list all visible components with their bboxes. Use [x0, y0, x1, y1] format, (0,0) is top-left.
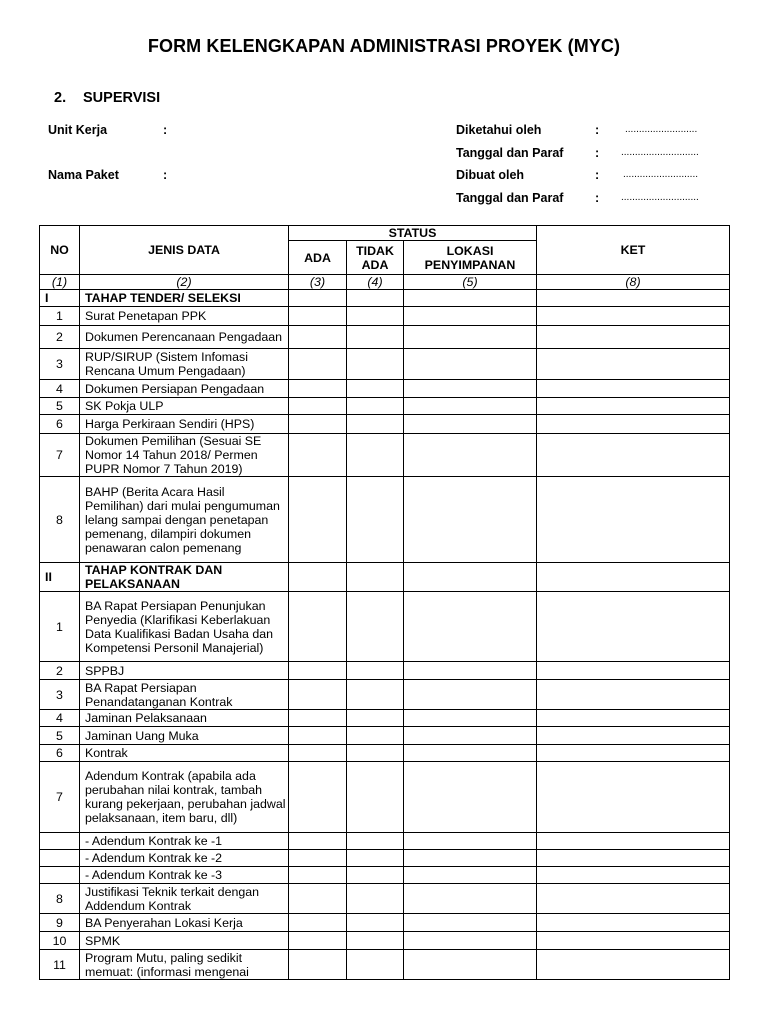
tanggal-paraf-2-colon: : [595, 191, 600, 205]
unit-kerja-label: Unit Kerja [48, 123, 108, 137]
col-header-lokasi: LOKASI PENYIMPANAN [404, 241, 537, 275]
lokasi-cell[interactable] [404, 710, 537, 727]
section-label: SUPERVISI [83, 90, 161, 106]
ada-cell[interactable] [289, 592, 347, 662]
ket-cell[interactable] [537, 415, 730, 434]
table-row [40, 477, 730, 563]
jenis-data-cell: Kontrak [80, 745, 289, 762]
ket-cell[interactable] [537, 762, 730, 833]
ada-cell[interactable] [289, 884, 347, 914]
lokasi-cell[interactable] [404, 563, 537, 592]
ada-cell[interactable] [289, 867, 347, 884]
jenis-data-cell: Adendum Kontrak (apabila ada perubahan nilai kontrak, tambah kurang pekerjaan, perubahan jadwal pelaksanaan, item baru, dll) [80, 762, 289, 833]
table-row [40, 884, 730, 914]
index-cell: (3) [289, 275, 347, 290]
ket-cell[interactable] [537, 326, 730, 349]
jenis-data-cell: Dokumen Pemilihan (Sesuai SE Nomor 14 Tahun 2018/ Permen PUPR Nomor 7 Tahun 2019) [80, 434, 289, 477]
dibuat-value[interactable]: ........................... [623, 169, 699, 180]
lokasi-cell[interactable] [404, 307, 537, 326]
ada-cell[interactable] [289, 745, 347, 762]
col-header-status: STATUS [289, 226, 537, 241]
ada-cell[interactable] [289, 326, 347, 349]
tidak-ada-cell[interactable] [347, 349, 404, 380]
row-number [40, 833, 80, 850]
row-number: 4 [40, 710, 80, 727]
ket-cell[interactable] [537, 307, 730, 326]
table-row [40, 563, 730, 592]
table-row [40, 592, 730, 662]
ket-cell[interactable] [537, 477, 730, 563]
ket-cell[interactable] [537, 349, 730, 380]
col-header-no: NO [40, 226, 80, 275]
jenis-data-cell: Surat Penetapan PPK [80, 307, 289, 326]
diketahui-label: Diketahui oleh [456, 123, 542, 137]
lokasi-cell[interactable] [404, 833, 537, 850]
tanggal-paraf-1-label: Tanggal dan Paraf [456, 146, 564, 160]
row-number: 7 [40, 762, 80, 833]
jenis-data-cell: Dokumen Persiapan Pengadaan [80, 380, 289, 398]
section-heading [54, 90, 160, 106]
ket-cell[interactable] [537, 290, 730, 307]
ket-cell[interactable] [537, 662, 730, 680]
unit-kerja-colon: : [163, 123, 168, 137]
tidak-ada-cell[interactable] [347, 884, 404, 914]
jenis-data-cell: BAHP (Berita Acara Hasil Pemilihan) dari mulai pengumuman lelang sampai dengan penetapan pemenang, dilampiri dokumen penawaran calon pemenang [80, 477, 289, 563]
nama-paket-colon: : [163, 168, 168, 182]
row-number: I [40, 290, 80, 307]
jenis-data-cell: - Adendum Kontrak ke -2 [80, 850, 289, 867]
jenis-data-cell: Jaminan Uang Muka [80, 727, 289, 745]
tidak-ada-cell[interactable] [347, 745, 404, 762]
tidak-ada-cell[interactable] [347, 680, 404, 710]
row-number: 5 [40, 727, 80, 745]
lokasi-cell[interactable] [404, 745, 537, 762]
row-number: 11 [40, 950, 80, 980]
table-row [40, 398, 730, 415]
lokasi-cell[interactable] [404, 398, 537, 415]
ket-cell[interactable] [537, 563, 730, 592]
table-row [40, 326, 730, 349]
jenis-data-cell: BA Rapat Persiapan Penandatanganan Kontrak [80, 680, 289, 710]
form-title: FORM KELENGKAPAN ADMINISTRASI PROYEK (MYC) [147, 36, 621, 56]
col-header-jenis-data: JENIS DATA [80, 226, 289, 275]
row-number: 3 [40, 349, 80, 380]
tidak-ada-cell[interactable] [347, 326, 404, 349]
ada-cell[interactable] [289, 762, 347, 833]
jenis-data-cell: - Adendum Kontrak ke -1 [80, 833, 289, 850]
ada-cell[interactable] [289, 850, 347, 867]
jenis-data-cell: Justifikasi Teknik terkait dengan Addendum Kontrak [80, 884, 289, 914]
tidak-ada-cell[interactable] [347, 762, 404, 833]
ket-cell[interactable] [537, 680, 730, 710]
tidak-ada-cell[interactable] [347, 662, 404, 680]
table-row [40, 745, 730, 762]
jenis-data-cell: SPPBJ [80, 662, 289, 680]
ada-cell[interactable] [289, 415, 347, 434]
nama-paket-label: Nama Paket [48, 168, 119, 182]
lokasi-cell[interactable] [404, 914, 537, 932]
table-row [40, 349, 730, 380]
row-number: 9 [40, 914, 80, 932]
table-row [40, 290, 730, 307]
index-cell: (2) [80, 275, 289, 290]
row-number [40, 850, 80, 867]
lokasi-cell[interactable] [404, 867, 537, 884]
tidak-ada-cell[interactable] [347, 833, 404, 850]
ket-cell[interactable] [537, 914, 730, 932]
tidak-ada-cell[interactable] [347, 398, 404, 415]
ada-cell[interactable] [289, 950, 347, 980]
ada-cell[interactable] [289, 710, 347, 727]
index-cell: (5) [404, 275, 537, 290]
ada-cell[interactable] [289, 727, 347, 745]
ket-cell[interactable] [537, 727, 730, 745]
ada-cell[interactable] [289, 434, 347, 477]
index-cell: (4) [347, 275, 404, 290]
row-number: 1 [40, 592, 80, 662]
diketahui-colon: : [595, 123, 600, 137]
lokasi-cell[interactable] [404, 932, 537, 950]
row-number: 2 [40, 326, 80, 349]
lokasi-cell[interactable] [404, 592, 537, 662]
jenis-data-cell: BA Rapat Persiapan Penunjukan Penyedia (Klarifikasi Keberlakuan Data Kualifikasi Badan Usaha dan Kompetensi Personil Manajerial) [80, 592, 289, 662]
lokasi-cell[interactable] [404, 326, 537, 349]
lokasi-cell[interactable] [404, 850, 537, 867]
table-row [40, 932, 730, 950]
row-number: 1 [40, 307, 80, 326]
ket-cell[interactable] [537, 850, 730, 867]
tanggal-paraf-1-value[interactable]: ............................ [621, 147, 699, 158]
jenis-data-cell: Harga Perkiraan Sendiri (HPS) [80, 415, 289, 434]
row-number: 3 [40, 680, 80, 710]
table-row [40, 867, 730, 884]
tidak-ada-cell[interactable] [347, 950, 404, 980]
table-row [40, 762, 730, 833]
ada-cell[interactable] [289, 680, 347, 710]
row-number: 8 [40, 477, 80, 563]
row-number: 5 [40, 398, 80, 415]
tidak-ada-cell[interactable] [347, 932, 404, 950]
table-row [40, 415, 730, 434]
section-title: TAHAP KONTRAK DAN PELAKSANAAN [80, 563, 289, 592]
table-body [40, 290, 730, 980]
jenis-data-cell: RUP/SIRUP (Sistem Infomasi Rencana Umum Pengadaan) [80, 349, 289, 380]
tidak-ada-cell[interactable] [347, 592, 404, 662]
ada-cell[interactable] [289, 833, 347, 850]
table-row [40, 680, 730, 710]
lokasi-cell[interactable] [404, 680, 537, 710]
row-number: 2 [40, 662, 80, 680]
tidak-ada-cell[interactable] [347, 434, 404, 477]
jenis-data-cell: SK Pokja ULP [80, 398, 289, 415]
table-row [40, 914, 730, 932]
table-row [40, 950, 730, 980]
row-number: 6 [40, 415, 80, 434]
table-row [40, 662, 730, 680]
ada-cell[interactable] [289, 662, 347, 680]
ket-cell[interactable] [537, 932, 730, 950]
tidak-ada-cell[interactable] [347, 477, 404, 563]
row-number: 7 [40, 434, 80, 477]
table-row [40, 850, 730, 867]
ada-cell[interactable] [289, 914, 347, 932]
jenis-data-cell: Program Mutu, paling sedikit memuat: (informasi mengenai [80, 950, 289, 980]
lokasi-cell[interactable] [404, 727, 537, 745]
jenis-data-cell: Jaminan Pelaksanaan [80, 710, 289, 727]
checklist-table [39, 225, 730, 980]
ket-cell[interactable] [537, 867, 730, 884]
row-number [40, 867, 80, 884]
jenis-data-cell: BA Penyerahan Lokasi Kerja [80, 914, 289, 932]
lokasi-cell[interactable] [404, 477, 537, 563]
ket-cell[interactable] [537, 380, 730, 398]
jenis-data-cell: - Adendum Kontrak ke -3 [80, 867, 289, 884]
diketahui-value[interactable]: .......................... [625, 124, 698, 135]
lokasi-cell[interactable] [404, 380, 537, 398]
col-header-ket: KET [537, 226, 730, 275]
ket-cell[interactable] [537, 434, 730, 477]
col-header-ada: ADA [289, 241, 347, 275]
lokasi-cell[interactable] [404, 884, 537, 914]
ket-cell[interactable] [537, 710, 730, 727]
index-cell: (1) [40, 275, 80, 290]
tidak-ada-cell[interactable] [347, 727, 404, 745]
ket-cell[interactable] [537, 398, 730, 415]
tidak-ada-cell[interactable] [347, 290, 404, 307]
tidak-ada-cell[interactable] [347, 914, 404, 932]
tanggal-paraf-1-colon: : [595, 146, 600, 160]
ada-cell[interactable] [289, 349, 347, 380]
table-row [40, 380, 730, 398]
tidak-ada-cell[interactable] [347, 710, 404, 727]
tanggal-paraf-2-value[interactable]: ............................ [621, 192, 699, 203]
lokasi-cell[interactable] [404, 290, 537, 307]
table-row [40, 434, 730, 477]
lokasi-cell[interactable] [404, 349, 537, 380]
ket-cell[interactable] [537, 745, 730, 762]
ket-cell[interactable] [537, 833, 730, 850]
ada-cell[interactable] [289, 932, 347, 950]
lokasi-cell[interactable] [404, 662, 537, 680]
jenis-data-cell: Dokumen Perencanaan Pengadaan [80, 326, 289, 349]
ket-cell[interactable] [537, 950, 730, 980]
table-row [40, 307, 730, 326]
tidak-ada-cell[interactable] [347, 307, 404, 326]
section-number: 2. [54, 90, 67, 106]
row-number: 8 [40, 884, 80, 914]
lokasi-cell[interactable] [404, 415, 537, 434]
ket-cell[interactable] [537, 884, 730, 914]
ada-cell[interactable] [289, 398, 347, 415]
lokasi-cell[interactable] [404, 762, 537, 833]
tanggal-paraf-2-label: Tanggal dan Paraf [456, 191, 564, 205]
ket-cell[interactable] [537, 592, 730, 662]
ada-cell[interactable] [289, 477, 347, 563]
row-number: 6 [40, 745, 80, 762]
row-number: 10 [40, 932, 80, 950]
index-cell: (8) [537, 275, 730, 290]
tidak-ada-cell[interactable] [347, 563, 404, 592]
table-row [40, 710, 730, 727]
lokasi-cell[interactable] [404, 434, 537, 477]
section-title: TAHAP TENDER/ SELEKSI [80, 290, 289, 307]
dibuat-colon: : [595, 168, 600, 182]
dibuat-label: Dibuat oleh [456, 168, 525, 182]
col-header-tidak-ada: TIDAK ADA [347, 241, 404, 275]
ada-cell[interactable] [289, 380, 347, 398]
tidak-ada-cell[interactable] [347, 850, 404, 867]
ada-cell[interactable] [289, 307, 347, 326]
row-number: II [40, 563, 80, 592]
lokasi-cell[interactable] [404, 950, 537, 980]
table-row [40, 727, 730, 745]
tidak-ada-cell[interactable] [347, 867, 404, 884]
ada-cell[interactable] [289, 290, 347, 307]
row-number: 4 [40, 380, 80, 398]
ada-cell[interactable] [289, 563, 347, 592]
tidak-ada-cell[interactable] [347, 415, 404, 434]
tidak-ada-cell[interactable] [347, 380, 404, 398]
table-row [40, 833, 730, 850]
jenis-data-cell: SPMK [80, 932, 289, 950]
